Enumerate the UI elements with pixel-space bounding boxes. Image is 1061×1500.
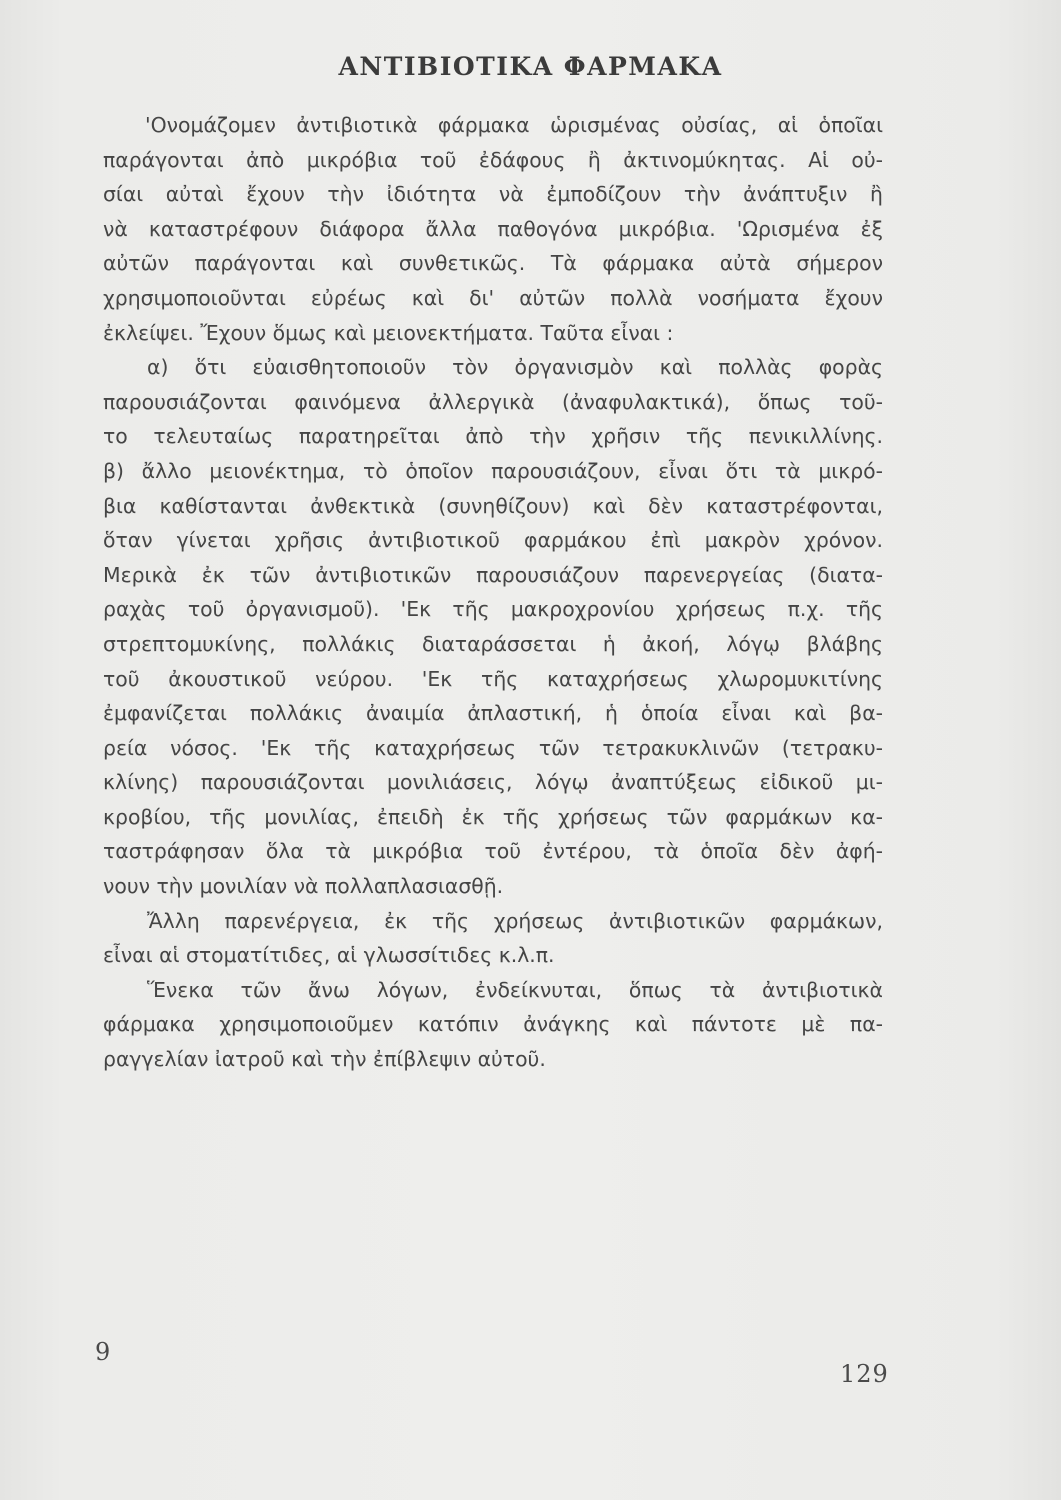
text-line: στρεπτομυκίνης, πολλάκις διαταράσσεται ἡ ἀκοή, λόγῳ βλάβης [103,631,883,656]
text-line: αὐτῶν παράγονται καὶ συνθετικῶς. Τὰ φάρμακα αὐτὰ σήμερον [103,251,883,276]
text-line: εἶναι αἱ στοματίτιδες, αἱ γλωσσίτιδες κ.λ.π. [103,943,555,968]
text-line: νὰ καταστρέφουν διάφορα ἄλλα παθογόνα μικρόβια. 'Ωρισμένα ἐξ [103,216,883,241]
text-line: α) ὅτι εὐαισθητοποιοῦν τὸν ὀργανισμὸν καὶ πολλὰς φορὰς [147,355,883,380]
text-line: ραχὰς τοῦ ὀργανισμοῦ). 'Εκ τῆς μακροχρονίου χρήσεως π.χ. τῆς [103,597,883,622]
text-line: ρεία νόσος. 'Εκ τῆς καταχρήσεως τῶν τετρακυκλινῶν (τετρακυ- [103,735,883,760]
signature-mark: 9 [95,1338,111,1366]
page-title: ΑΝΤΙΒΙΟΤΙΚΑ ΦΑΡΜΑΚΑ [338,52,723,81]
text-line: Μερικὰ ἐκ τῶν ἀντιβιοτικῶν παρουσιάζουν παρενεργείας (διατα- [103,562,883,587]
page-number: 129 [840,1360,889,1388]
text-line: το τελευταίως παρατηρεῖται ἀπὸ τὴν χρῆσιν τῆς πενικιλλίνης. [103,424,883,449]
text-line: νουν τὴν μονιλίαν νὰ πολλαπλασιασθῇ. [103,874,504,899]
text-line: β) ἄλλο μειονέκτημα, τὸ ὁποῖον παρουσιάζουν, εἶναι ὅτι τὰ μικρό- [103,458,883,483]
text-line: φάρμακα χρησιμοποιοῦμεν κατόπιν ἀνάγκης καὶ πάντοτε μὲ πα- [103,1012,883,1037]
text-line: ὅταν γίνεται χρῆσις ἀντιβιοτικοῦ φαρμάκου ἐπὶ μακρὸν χρόνον. [103,528,883,553]
text-line: παρουσιάζονται φαινόμενα ἀλλεργικὰ (ἀναφυλακτικά), ὅπως τοῦ- [103,389,883,414]
text-line: Ἄλλη παρενέργεια, ἐκ τῆς χρήσεως ἀντιβιοτικῶν φαρμάκων, [147,908,883,933]
text-line: κροβίου, τῆς μονιλίας, ἐπειδὴ ἐκ τῆς χρήσεως τῶν φαρμάκων κα- [103,804,883,829]
text-line: χρησιμοποιοῦνται εὐρέως καὶ δι' αὐτῶν πολλὰ νοσήματα ἔχουν [103,285,883,310]
text-line: παράγονται ἀπὸ μικρόβια τοῦ ἐδάφους ἢ ἀκτινομύκητας. Αἱ οὐ- [103,147,883,172]
text-line: ἐκλείψει. Ἔχουν ὅμως καὶ μειονεκτήματα. Ταῦτα εἶναι : [103,320,674,345]
text-line: σίαι αὐταὶ ἔχουν τὴν ἰδιότητα νὰ ἐμποδίζουν τὴν ἀνάπτυξιν ἢ [103,182,883,207]
text-line: ταστράφησαν ὅλα τὰ μικρόβια τοῦ ἐντέρου, τὰ ὁποῖα δὲν ἀφή- [103,839,883,864]
text-line: ραγγελίαν ἰατροῦ καὶ τὴν ἐπίβλεψιν αὐτοῦ. [103,1047,546,1072]
text-line: τοῦ ἀκουστικοῦ νεύρου. 'Εκ τῆς καταχρήσεως χλωρομυκιτίνης [103,666,883,691]
text-line: Ἕνεκα τῶν ἄνω λόγων, ἐνδείκνυται, ὅπως τὰ ἀντιβιοτικὰ [147,977,883,1002]
text-line: 'Ονομάζομεν ἀντιβιοτικὰ φάρμακα ὡρισμένας οὐσίας, αἱ ὁποῖαι [145,113,883,137]
text-line: κλίνης) παρουσιάζονται μονιλιάσεις, λόγῳ ἀναπτύξεως εἰδικοῦ μι- [103,770,883,795]
body-text [103,108,883,1077]
text-line: ἐμφανίζεται πολλάκις ἀναιμία ἀπλαστική, ἡ ὁποία εἶναι καὶ βα- [103,701,883,726]
text-line: βια καθίστανται ἀνθεκτικὰ (συνηθίζουν) καὶ δὲν καταστρέφονται, [103,493,883,518]
